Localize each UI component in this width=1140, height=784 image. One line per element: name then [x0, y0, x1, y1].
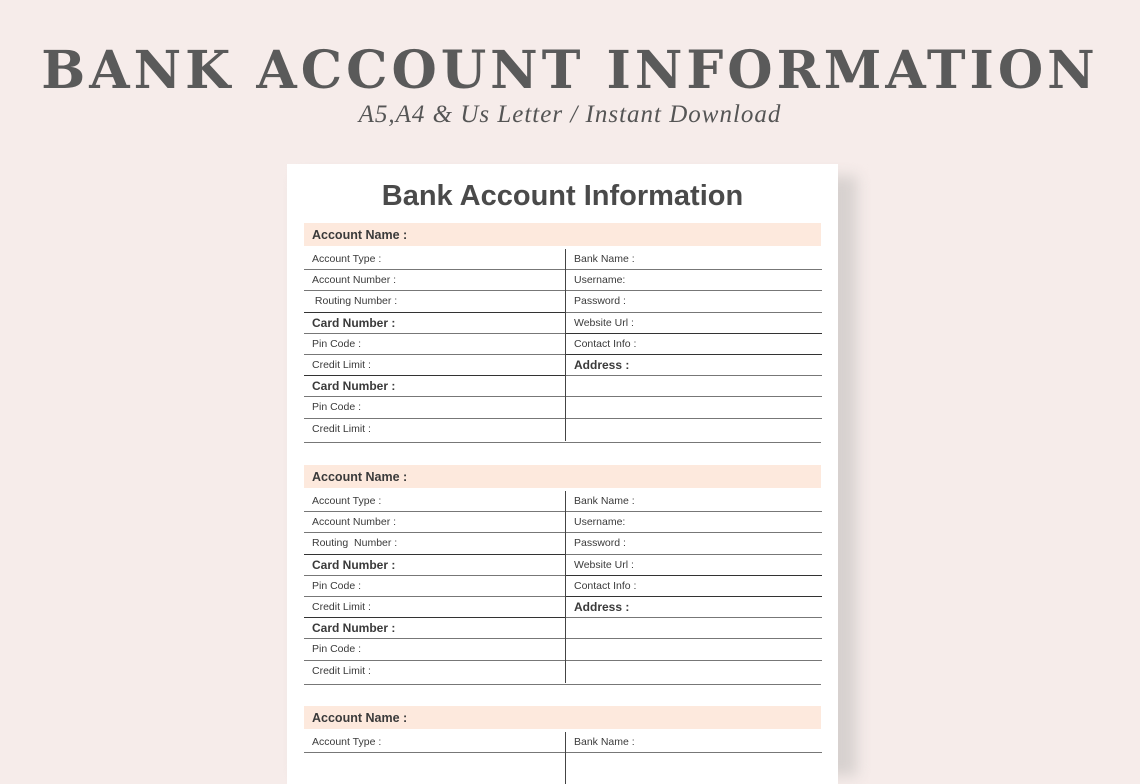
address-line — [566, 397, 822, 418]
address-line — [566, 376, 822, 397]
username-field — [566, 753, 822, 774]
pin-code-field: Pin Code : — [304, 576, 565, 597]
credit-limit-field: Credit Limit : — [312, 664, 371, 677]
bank-name-field: Bank Name : — [566, 732, 822, 753]
card-number-field: Card Number : — [304, 618, 565, 639]
pin-code-field: Pin Code : — [304, 397, 565, 418]
pin-code-field: Pin Code : — [304, 639, 565, 660]
account-details-column — [304, 732, 565, 774]
account-number-field: Account Number : — [304, 512, 565, 533]
bank-details-column — [565, 732, 822, 784]
bank-name-field: Bank Name : — [566, 249, 822, 270]
credit-limit-field: Credit Limit : — [304, 355, 565, 376]
bank-details-column — [565, 249, 822, 441]
address-line — [566, 639, 822, 660]
account-name-header: Account Name : — [304, 223, 821, 246]
username-field: Username: — [566, 512, 822, 533]
account-details-column — [304, 491, 565, 682]
banner-title: BANK ACCOUNT INFORMATION — [41, 40, 1099, 101]
account-type-field: Account Type : — [304, 491, 565, 512]
password-field: Password : — [566, 291, 822, 312]
routing-number-field: Routing Number : — [304, 291, 565, 312]
address-line — [566, 618, 822, 639]
contact-info-field: Contact Info : — [566, 576, 822, 597]
bank-name-field: Bank Name : — [566, 491, 822, 512]
account-number-field — [304, 753, 565, 774]
block-bottom-rule — [304, 684, 821, 685]
card-number-field: Card Number : — [304, 555, 565, 576]
block-bottom-rule — [304, 442, 821, 443]
card-number-field: Card Number : — [304, 313, 565, 334]
password-field: Password : — [566, 533, 822, 554]
credit-limit-field: Credit Limit : — [312, 422, 371, 435]
credit-limit-field: Credit Limit : — [304, 597, 565, 618]
account-details-column — [304, 249, 565, 440]
bank-details-column — [565, 491, 822, 683]
website-url-field: Website Url : — [566, 313, 822, 334]
address-field: Address : — [566, 355, 822, 376]
routing-number-field: Routing Number : — [304, 533, 565, 554]
card-number-field: Card Number : — [304, 376, 565, 397]
website-url-field: Website Url : — [566, 555, 822, 576]
account-name-header: Account Name : — [304, 465, 821, 488]
address-field: Address : — [566, 597, 822, 618]
sheet-title: Bank Account Information — [381, 180, 744, 212]
account-number-field: Account Number : — [304, 270, 565, 291]
pin-code-field: Pin Code : — [304, 334, 565, 355]
account-type-field: Account Type : — [304, 249, 565, 270]
contact-info-field: Contact Info : — [566, 334, 822, 355]
account-name-header: Account Name : — [304, 706, 821, 729]
banner-subtitle: A5,A4 & Us Letter / Instant Download — [358, 101, 782, 128]
worksheet-page — [287, 164, 838, 784]
account-type-field: Account Type : — [304, 732, 565, 753]
username-field: Username: — [566, 270, 822, 291]
